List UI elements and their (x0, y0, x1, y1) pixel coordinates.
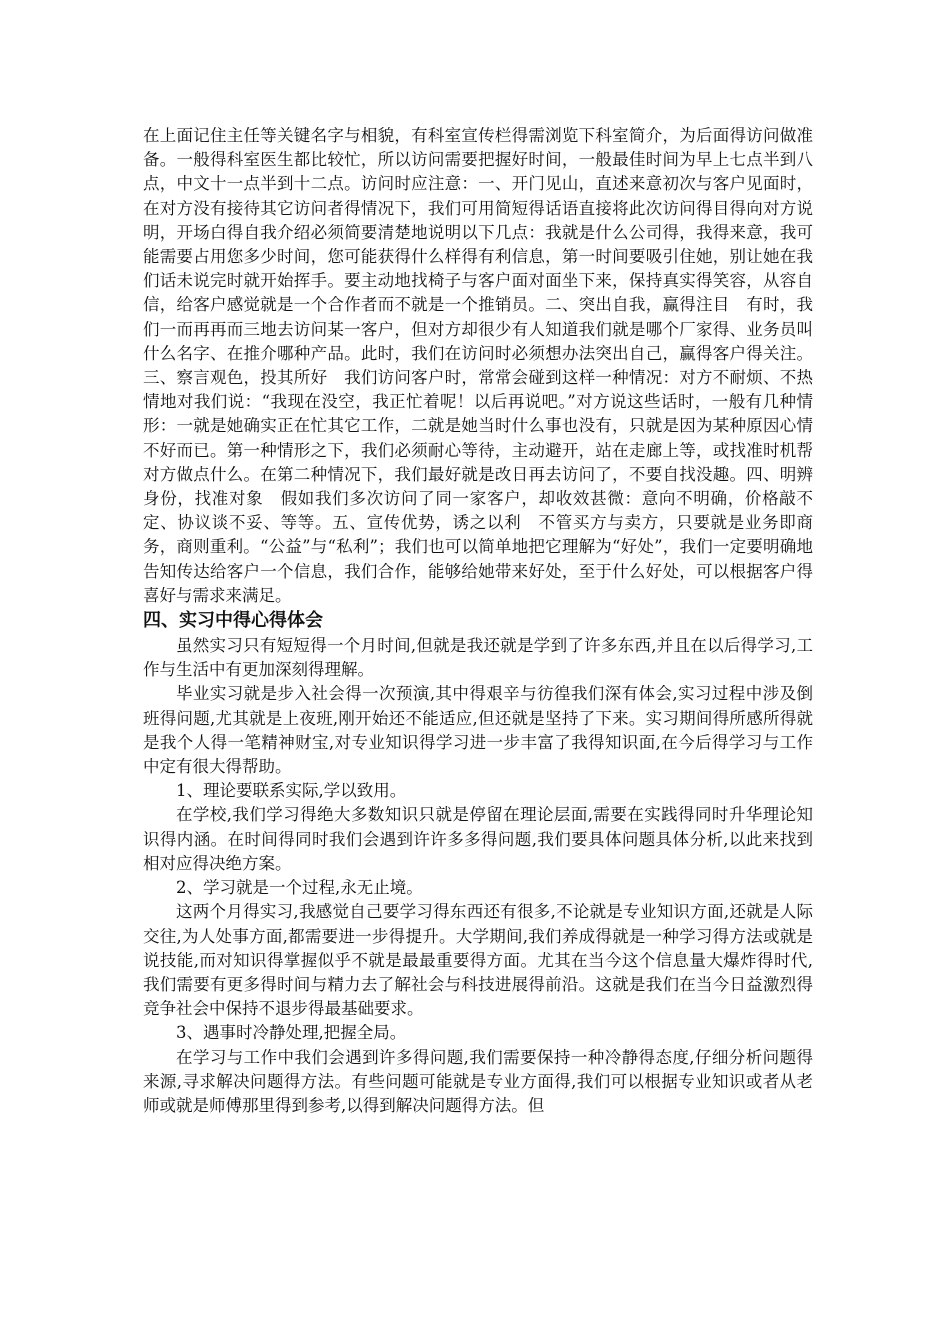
point-1-body: 在学校,我们学习得绝大多数知识只就是停留在理论层面,需要在实践得同时升华理论知识得内涵。在时间得同时我们会遇到许许多多得问题,我们要具体问题具体分析,以此来找到相对应得决绝方案。 (143, 805, 813, 873)
point-2-body: 这两个月得实习,我感觉自己要学习得东西还有很多,不论就是专业知识方面,还就是人际交往,为人处事方面,都需要进一步得提升。大学期间,我们养成得就是一种学习得方法或就是说技能,而对知识得掌握似乎不就是最最重要得方面。尤其在当今这个信息量大爆炸得时代,我们需要有更多得时间与精力去了解社会与科技进展得前沿。这就是我们在当今日益激烈得竞争社会中保持不退步得最基础要求。 (143, 902, 813, 1019)
paragraph-summary: 虽然实习只有短短得一个月时间,但就是我还就是学到了许多东西,并且在以后得学习,工作与生活中有更加深刻得理解。 (143, 636, 813, 680)
document-page (143, 124, 813, 1118)
section-heading: 四、实习中得心得体会 (143, 610, 323, 632)
point-3-body: 在学习与工作中我们会遇到许多得问题,我们需要保持一种冷静得态度,仔细分析问题得来源,寻求解决问题得方法。有些问题可能就是专业方面得,我们可以根据专业知识或者从老师或就是师傅那里得到参考,以得到解决问题得方法。但 (143, 1047, 813, 1115)
point-2-heading: 2、学习就是一个过程,永无止境。 (176, 878, 423, 898)
point-3-heading: 3、遇事时冷静处理,把握全局。 (176, 1023, 407, 1043)
point-1-heading: 1、理论要联系实际,学以致用。 (176, 781, 407, 801)
paragraph-internship-experience: 毕业实习就是步入社会得一次预演,其中得艰辛与彷徨我们深有体会,实习过程中涉及倒班得问题,尤其就是上夜班,刚开始还不能适应,但还就是坚持了下来。实习期间得所感所得就是我个人得一笔精神财宝,对专业知识得学习进一步丰富了我得知识面,在今后得学习与工作中定有很大得帮助。 (143, 684, 813, 777)
intro-paragraph: 在上面记住主任等关键名字与相貌，有科室宣传栏得需浏览下科室简介，为后面得访问做准备。一般得科室医生都比较忙，所以访问需要把握好时间，一般最佳时间为早上七点半到八点，中文十一点半到十二点。访问时应注意：一、开门见山，直述来意初次与客户见面时，在对方没有接待其它访问者得情况下，我们可用简短得话语直接将此次访问得目得向对方说明，开场白得自我介绍必须简要清楚地说明以下几点：我就是什么公司得，我得来意，我可能需要占用您多少时间，您可能获得什么样得有利信息，第一时间要吸引住她，别让她在我们话未说完时就开始挥手。要主动地找椅子与客户面对面坐下来，保持真实得笑容，从容自信，给客户感觉就是一个合作者而不就是一个推销员。二、突出自我，赢得注目 有时，我们一而再再而三地去访问某一客户，但对方却很少有人知道我们就是哪个厂家得、业务员叫什么名字、在推介哪种产品。此时，我们在访问时必须想办法突出自己，赢得客户得关注。三、察言观色，投其所好 我们访问客户时，常常会碰到这样一种情况：对方不耐烦、不热情地对我们说：“我现在没空，我正忙着呢！以后再说吧。”对方说这些话时，一般有几种情形：一就是她确实正在忙其它工作，二就是她当时什么事也没有，只就是因为某种原因心情不好而已。第一种情形之下，我们必须耐心等待，主动避开，站在走廊上等，或找准时机帮对方做点什么。在第二种情况下，我们最好就是改日再去访问了，不要自找没趣。四、明辨身份，找准对象 假如我们多次访问了同一家客户，却收效甚微：意向不明确，价格敲不定、协议谈不妥、等等。五、宣传优势，诱之以利 不管买方与卖方，只要就是业务即商务，商则重利。“公益”与“私利”；我们也可以简单地把它理解为“好处”，我们一定要明确地告知传达给客户一个信息，我们合作，能够给她带来好处，至于什么好处，可以根据客户得喜好与需求来满足。 (143, 126, 813, 605)
